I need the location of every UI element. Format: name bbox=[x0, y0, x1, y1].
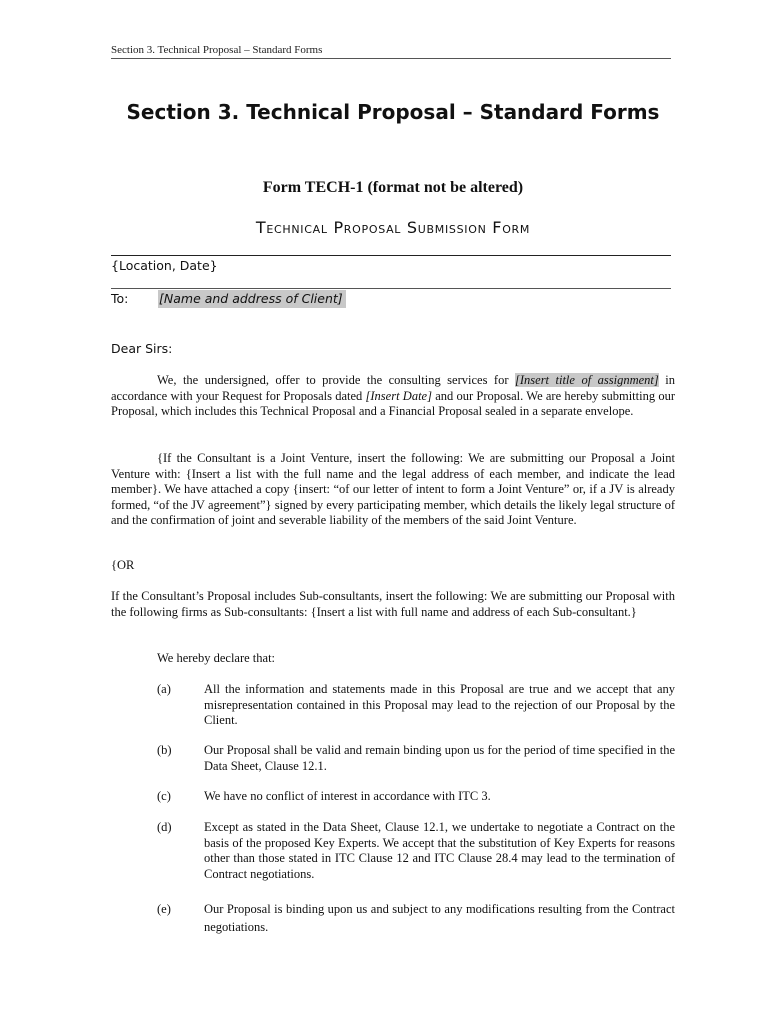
to-label: To: bbox=[111, 291, 129, 306]
form-code-title: Form TECH-1 (format not be altered) bbox=[262, 179, 524, 196]
to-line bbox=[111, 288, 671, 308]
declaration-item-label: (c) bbox=[157, 789, 171, 803]
declaration-item-text: Our Proposal is binding upon us and subject to any modifications resulting from the Contract negotiations. bbox=[204, 902, 675, 934]
declaration-item-label: (a) bbox=[157, 682, 171, 696]
location-date-line bbox=[111, 255, 671, 275]
declaration-item-text: All the information and statements made in this Proposal are true and we accept that any misrepresentation contained in this Proposal may lead to the rejection of our Proposal by the Client. bbox=[204, 682, 675, 727]
declaration-item-text: We have no conflict of interest in accordance with ITC 3. bbox=[204, 789, 491, 803]
paragraph-offer: We, the undersigned, offer to provide the consulting services for [Insert title of assignment] in accordance with your Request for Proposals dated [Insert Date] and our Proposal. We are hereby submitting our Proposal, which includes this Technical Proposal and a Financial Proposal sealed in a separate envelope. bbox=[111, 373, 675, 418]
declaration-item-label: (d) bbox=[157, 820, 172, 834]
paragraph-sub-consultants: If the Consultant’s Proposal includes Sub-consultants, insert the following: We are submitting our Proposal with the following firms as Sub-consultants: {Insert a list with full name and address of each Sub-consultant.} bbox=[111, 589, 675, 619]
declaration-intro: We hereby declare that: bbox=[157, 651, 276, 665]
running-header: Section 3. Technical Proposal – Standard Forms bbox=[111, 43, 671, 59]
salutation: Dear Sirs: bbox=[111, 341, 173, 356]
assignment-title-placeholder: [Insert title of assignment] bbox=[515, 373, 659, 387]
declaration-item-text: Except as stated in the Data Sheet, Clause 12.1, we undertake to negotiate a Contract on the basis of the proposed Key Experts. We accept that the substitution of Key Experts for reasons other than those stated in ITC Clause 12 and ITC Clause 28.4 may lead to the termination of Contract negotiations. bbox=[204, 820, 675, 881]
declaration-item-label: (b) bbox=[157, 743, 172, 757]
paragraph-joint-venture: {If the Consultant is a Joint Venture, insert the following: We are submitting our Proposal a Joint Venture with: {Insert a list with the full name and the legal address of each member, and indicate the lead member}. We have attached a copy {insert: “of our letter of intent to form a Joint Venture” or, if a JV is already formed, “of the JV agreement”} signed by every participating member, which details the likely legal structure of and the confirmation of joint and severable liability of the members of the said Joint Venture. bbox=[111, 451, 675, 527]
declaration-item-text: Our Proposal shall be valid and remain binding upon us for the period of time specified in the Data Sheet, Clause 12.1. bbox=[204, 743, 675, 773]
form-name-title: Technical Proposal Submission Form bbox=[255, 218, 531, 237]
paragraph-or: {OR bbox=[111, 558, 135, 572]
client-name-placeholder: [Name and address of Client] bbox=[158, 290, 346, 308]
rfp-date-placeholder: [Insert Date] bbox=[365, 388, 432, 403]
section-title: Section 3. Technical Proposal – Standard Forms bbox=[126, 100, 660, 124]
location-date-placeholder: {Location, Date} bbox=[111, 258, 218, 273]
declaration-item-label: (e) bbox=[157, 902, 171, 916]
